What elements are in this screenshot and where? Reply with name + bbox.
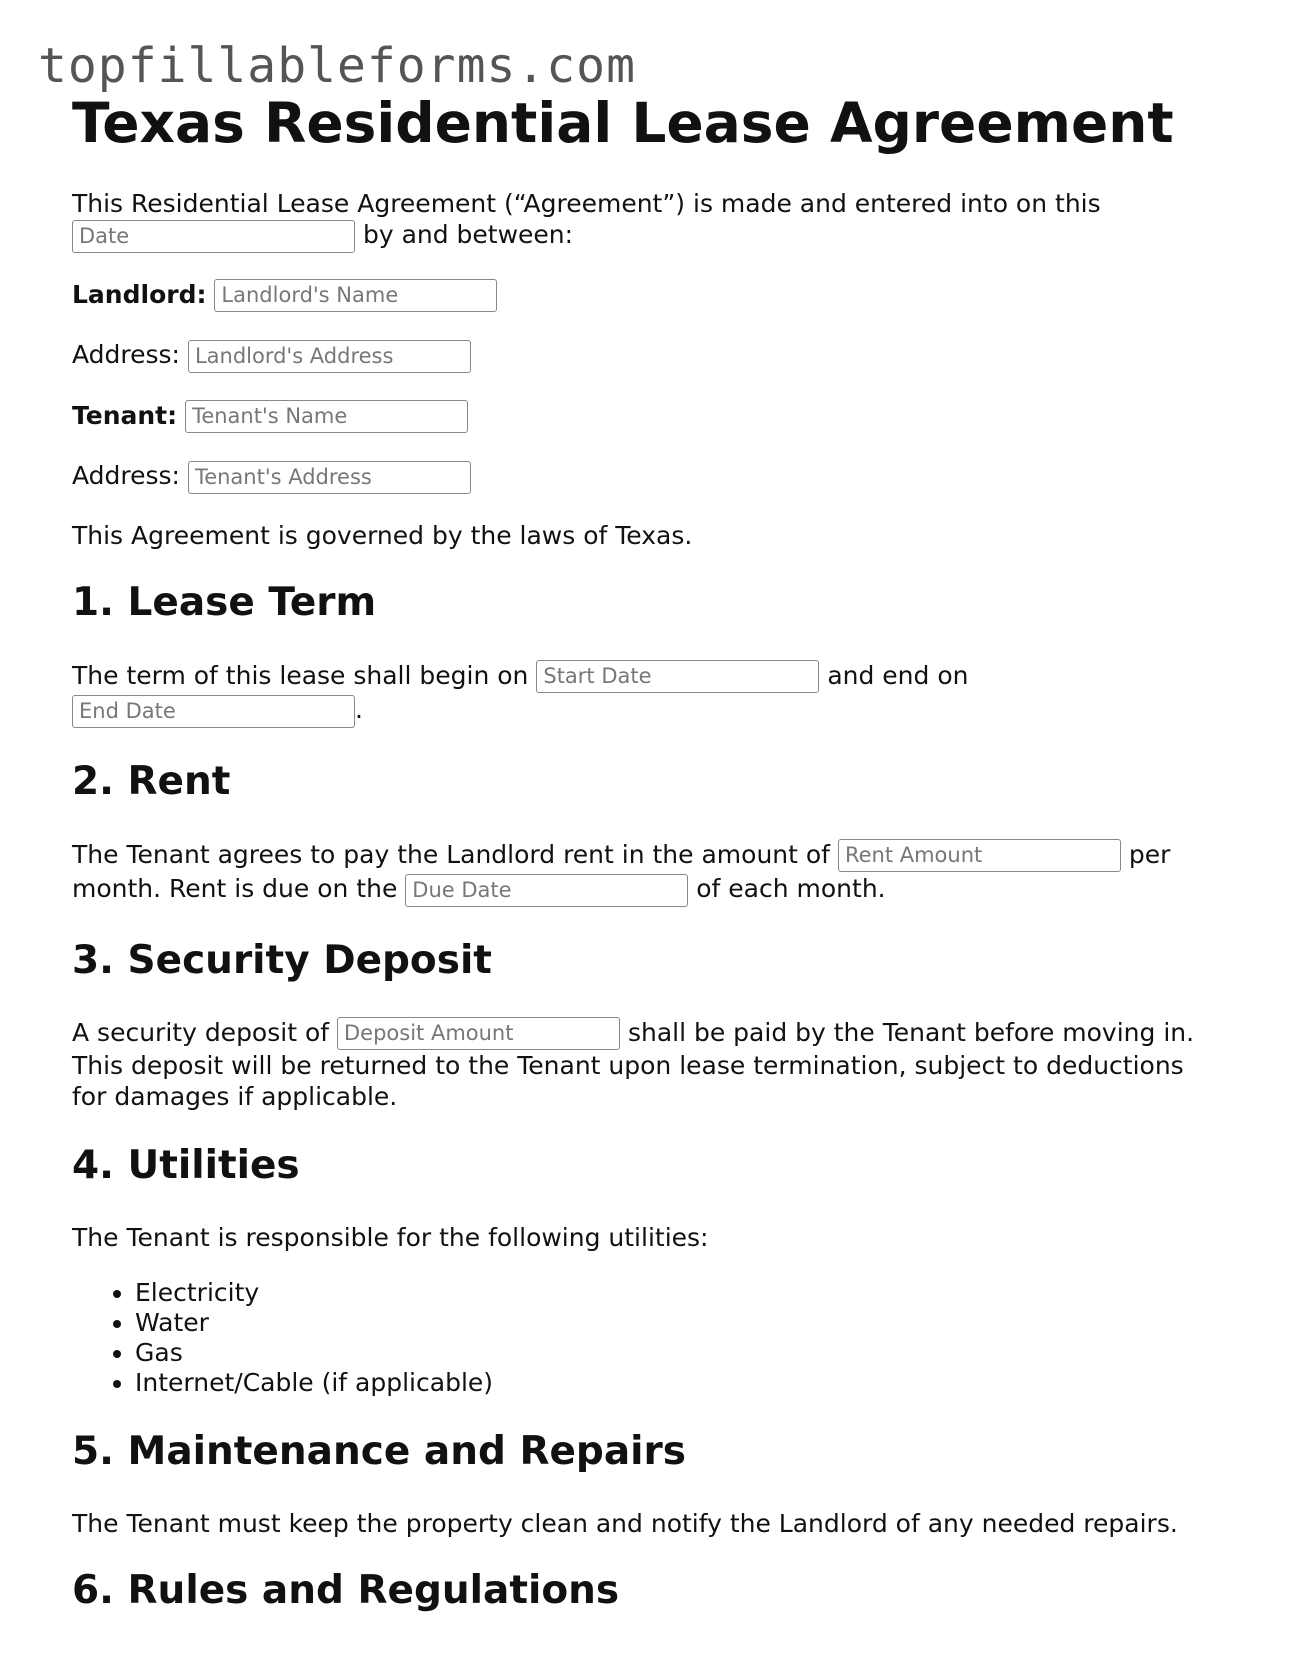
governing-law-text: This Agreement is governed by the laws of Texas.: [72, 520, 693, 550]
intro-text: This Residential Lease Agreement (“Agreement”) is made and entered into on this: [72, 189, 1101, 218]
security-deposit-paragraph: [72, 1017, 1222, 1113]
landlord-name-field[interactable]: [214, 279, 497, 312]
section-heading-utilities: 4. Utilities: [72, 1143, 300, 1188]
end-date-field[interactable]: [72, 695, 355, 728]
section-heading-security-deposit: 3. Security Deposit: [72, 937, 492, 983]
maintenance-text: The Tenant must keep the property clean and notify the Landlord of any needed repairs.: [72, 1509, 1178, 1538]
section-heading-rent: 2. Rent: [72, 758, 231, 804]
landlord-row: [72, 278, 1222, 313]
start-date-field[interactable]: [536, 660, 819, 693]
lease-term-text-middle: and end on: [827, 660, 969, 690]
section-heading-maintenance: 5. Maintenance and Repairs: [72, 1429, 686, 1474]
tenant-label: Tenant:: [72, 400, 178, 430]
landlord-address-label: Address:: [72, 340, 180, 369]
intro-paragraph: [72, 188, 1222, 253]
tenant-address-label: Address:: [72, 461, 180, 490]
tenant-address-row: [72, 459, 1222, 494]
rent-paragraph: [72, 838, 1222, 907]
utilities-list: [72, 1278, 1222, 1398]
rent-text-middle: per month. Rent is due on the: [72, 839, 1171, 903]
list-item: • Internet/Cable (if applicable): [135, 1368, 1222, 1398]
rent-amount-field[interactable]: [838, 839, 1121, 872]
landlord-label: Landlord:: [72, 279, 207, 309]
rent-text-after: of each month.: [696, 874, 886, 903]
page-title: Texas Residential Lease Agreement: [72, 91, 1174, 155]
section-heading-lease-term: 1. Lease Term: [72, 579, 377, 625]
tenant-row: [72, 399, 1222, 434]
due-date-field[interactable]: [405, 874, 688, 907]
section-heading-rules: 6. Rules and Regulations: [72, 1568, 620, 1613]
intro-text-after: by and between:: [362, 220, 574, 249]
deposit-text-after: shall be paid by the Tenant before moving in. This deposit will be returned to the Tenant upon lease termination, subject to deductions for damages if applicable.: [72, 1017, 1195, 1111]
agreement-date-field[interactable]: [72, 220, 355, 253]
landlord-address-row: [72, 338, 1222, 373]
deposit-text: A security deposit of: [72, 1017, 330, 1047]
list-item: • Gas: [135, 1338, 1222, 1368]
utilities-text: The Tenant is responsible for the following utilities:: [72, 1223, 709, 1252]
list-item: • Water: [135, 1308, 1222, 1338]
list-item: • Electricity: [135, 1278, 1222, 1308]
lease-term-paragraph: [72, 659, 1222, 728]
lease-term-text: The term of this lease shall begin on: [72, 660, 529, 690]
watermark: topfillableforms.com: [38, 38, 636, 94]
tenant-name-field[interactable]: [185, 400, 468, 433]
tenant-address-field[interactable]: [188, 461, 471, 494]
landlord-address-field[interactable]: [188, 340, 471, 373]
lease-document: [72, 88, 1222, 1647]
lease-term-period: .: [355, 695, 363, 724]
rent-text: The Tenant agrees to pay the Landlord rent in the amount of: [72, 839, 830, 869]
deposit-amount-field[interactable]: [337, 1017, 620, 1050]
